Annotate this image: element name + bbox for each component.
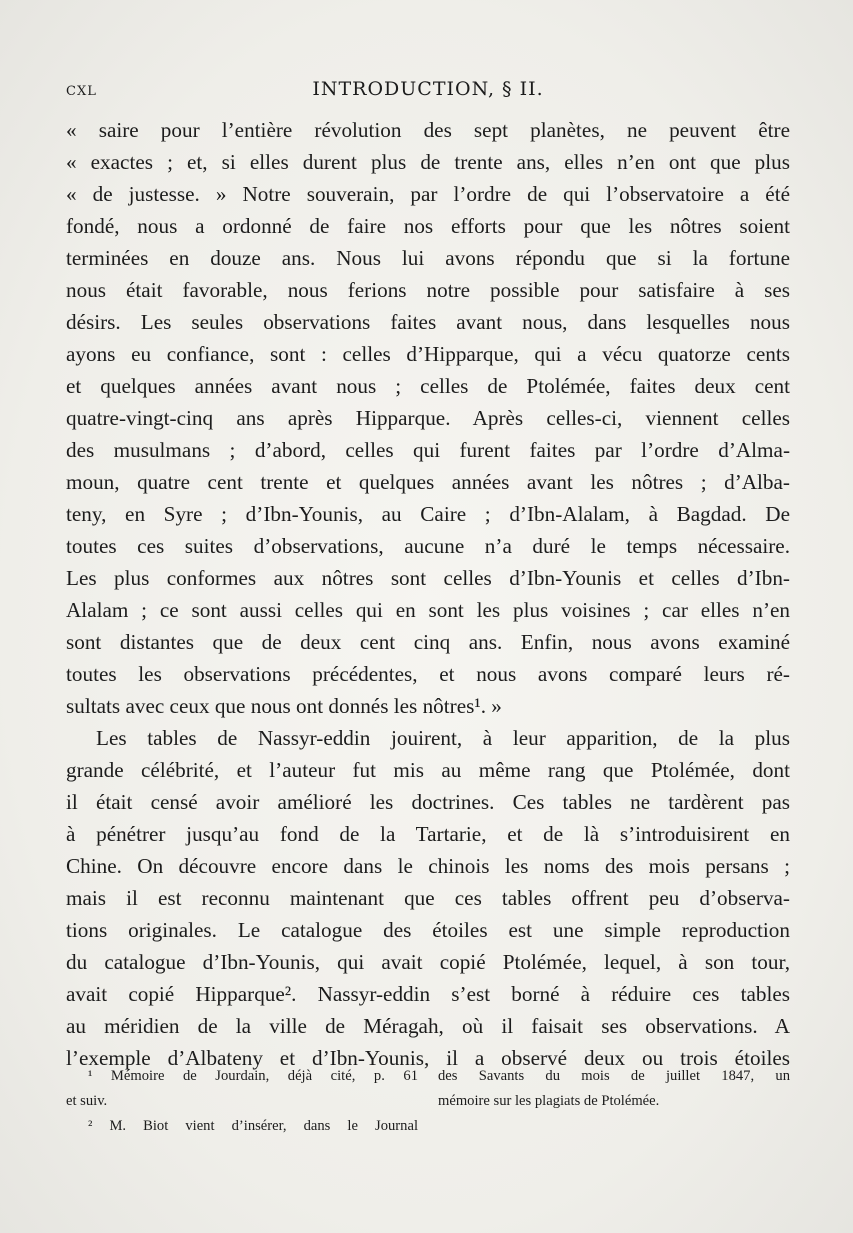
footnotes [66,1064,790,1144]
page-number: CXL [66,84,97,99]
text-line: « de justesse. » Notre souverain, par l’ordre de qui l’observatoire a été [66,182,790,206]
text-line: nous était favorable, nous ferions notre possible pour satisfaire à ses [66,278,790,302]
text-line: à pénétrer jusqu’au fond de la Tartarie, et de là s’introduisirent en [66,822,790,846]
text-line: mais il est reconnu maintenant que ces tables offrent peu d’observa- [66,886,790,910]
text-line: tions originales. Le catalogue des étoiles est une simple reproduction [66,918,790,942]
text-line: avait copié Hipparque². Nassyr-eddin s’est borné à réduire ces tables [66,982,790,1006]
text-line: fondé, nous a ordonné de faire nos efforts pour que les nôtres soient [66,214,790,238]
text-line: terminées en douze ans. Nous lui avons répondu que si la fortune [66,246,790,270]
text-line: toutes ces suites d’observations, aucune n’a duré le temps nécessaire. [66,534,790,558]
text-line: toutes les observations précédentes, et nous avons comparé leurs ré- [66,662,790,686]
text-line: sont distantes que de deux cent cinq ans. Enfin, nous avons examiné [66,630,790,654]
footnote-column-left [66,1064,418,1139]
page-header [66,78,790,106]
text-line: « saire pour l’entière révolution des sept planètes, ne peuvent être [66,118,790,142]
footnote-line: ² M. Biot vient d’insérer, dans le Journal [88,1118,418,1134]
text-line: grande célébrité, et l’auteur fut mis au même rang que Ptolémée, dont [66,758,790,782]
text-line: l’exemple d’Albateny et d’Ibn-Younis, il a observé deux ou trois étoiles [66,1046,790,1070]
text-line: du catalogue d’Ibn-Younis, qui avait copié Ptolémée, lequel, à son tour, [66,950,790,974]
text-line: sultats avec ceux que nous ont donnés les nôtres¹. » [66,694,502,718]
text-line: moun, quatre cent trente et quelques années avant les nôtres ; d’Alba- [66,470,790,494]
text-line: et quelques années avant nous ; celles de Ptolémée, faites deux cent [66,374,790,398]
running-head: INTRODUCTION, § II. [312,78,544,100]
text-line: désirs. Les seules observations faites avant nous, dans lesquelles nous [66,310,790,334]
text-line: Alalam ; ce sont aussi celles qui en sont les plus voisines ; car elles n’en [66,598,790,622]
text-line: « exactes ; et, si elles durent plus de trente ans, elles n’en ont que plus [66,150,790,174]
footnote-line: ¹ Mémoire de Jourdain, déjà cité, p. 61 [88,1068,418,1084]
text-line: des musulmans ; d’abord, celles qui furent faites par l’ordre d’Alma- [66,438,790,462]
text-line: Chine. On découvre encore dans le chinois les noms des mois persans ; [66,854,790,878]
text-line: quatre-vingt-cinq ans après Hipparque. Après celles-ci, viennent celles [66,406,790,430]
footnote-line: et suiv. [66,1093,108,1109]
footnote-column-right [438,1064,790,1114]
text-line: ayons eu confiance, sont : celles d’Hipparque, qui a vécu quatorze cents [66,342,790,366]
footnote-line: mémoire sur les plagiats de Ptolémée. [438,1093,660,1109]
body-text [66,114,790,1074]
text-line: Les plus conformes aux nôtres sont celles d’Ibn-Younis et celles d’Ibn- [66,566,790,590]
text-line: au méridien de la ville de Méragah, où il faisait ses observations. A [66,1014,790,1038]
text-line: Les tables de Nassyr-eddin jouirent, à leur apparition, de la plus [96,726,790,750]
footnote-line: des Savants du mois de juillet 1847, un [438,1068,790,1084]
text-line: il était censé avoir amélioré les doctrines. Ces tables ne tardèrent pas [66,790,790,814]
text-line: teny, en Syre ; d’Ibn-Younis, au Caire ; d’Ibn-Alalam, à Bagdad. De [66,502,790,526]
